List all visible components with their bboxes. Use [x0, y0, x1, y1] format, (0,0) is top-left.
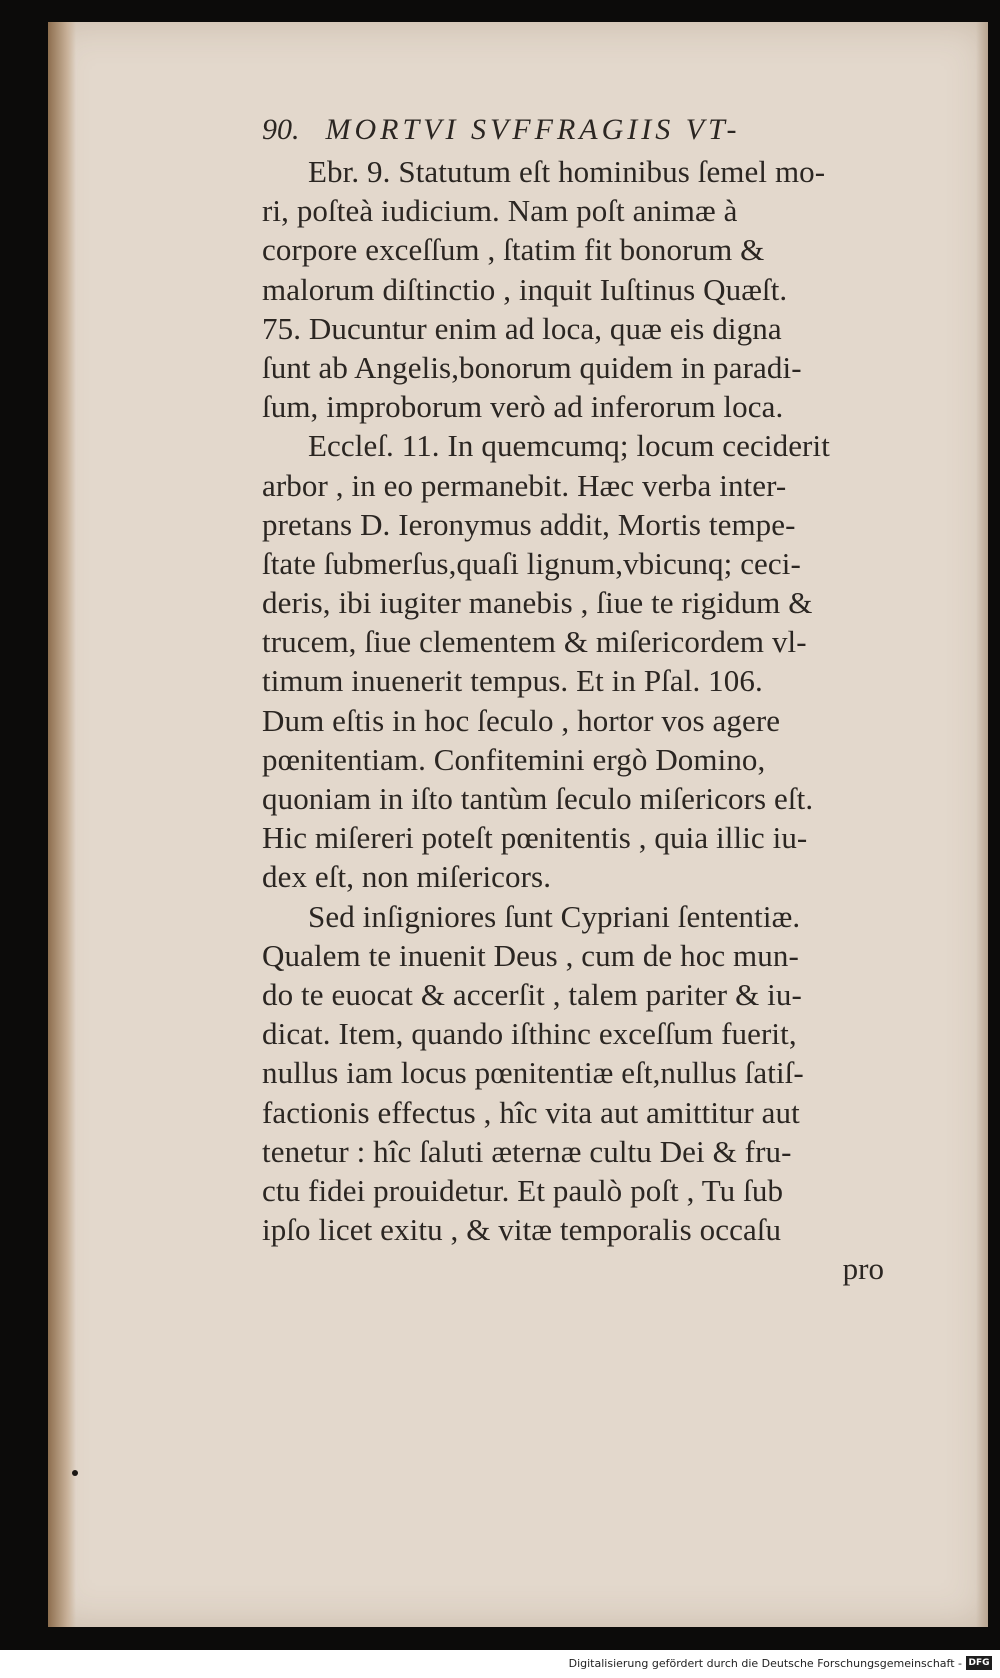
text-lines	[262, 152, 962, 1249]
text-line: dicat. Item, quando iſthinc exceſſum fuerit,	[262, 1016, 797, 1052]
text-line: Eccleſ. 11. In quemcumq; locum ceciderit	[308, 428, 830, 464]
text-line: factionis effectus , hîc vita aut amittitur aut	[262, 1094, 800, 1130]
ink-dot	[72, 1470, 78, 1476]
footer-bar	[0, 1650, 1000, 1678]
text-line: dex eſt, non miſericors.	[262, 859, 552, 895]
text-line: trucem, ſiue clementem & miſericordem vl-	[262, 624, 807, 660]
dfg-logo: DFG	[966, 1656, 992, 1670]
running-head-title: MORTVI SVFFRAGIIS VT-	[325, 113, 741, 146]
text-line: do te euocat & accerſit , talem pariter & iu-	[262, 976, 802, 1012]
page-text-block	[262, 110, 962, 1288]
text-line: Hic miſereri poteſt pœnitentis , quia illic iu-	[262, 820, 808, 856]
text-line: pœnitentiam. Confitemini ergò Domino,	[262, 741, 766, 777]
text-line: pretans D. Ieronymus addit, Mortis tempe-	[262, 506, 796, 542]
text-line: ri, poſteà iudicium. Nam poſt animæ à	[262, 193, 738, 229]
text-line: ctu fidei prouidetur. Et paulò poſt , Tu ſub	[262, 1172, 784, 1208]
text-line: malorum diſtinctio , inquit Iuſtinus Quæſt.	[262, 271, 788, 307]
catchword: pro	[842, 1251, 884, 1287]
text-line: 75. Ducuntur enim ad loca, quæ eis digna	[262, 310, 782, 346]
text-line: corpore exceſſum , ſtatim fit bonorum &	[262, 232, 765, 268]
page-spine-shadow	[48, 22, 76, 1627]
text-line: tenetur : hîc ſaluti æternæ cultu Dei & fru-	[262, 1133, 792, 1169]
text-line: Dum eſtis in hoc ſeculo , hortor vos agere	[262, 702, 781, 738]
page-number: 90.	[262, 113, 300, 146]
text-line: Sed inſigniores ſunt Cypriani ſententiæ.	[308, 898, 801, 934]
text-line: deris, ibi iugiter manebis , ſiue te rigidum &	[262, 585, 813, 621]
text-line: ipſo licet exitu , & vitæ temporalis occaſu	[262, 1212, 782, 1248]
text-line: ſunt ab Angelis,bonorum quidem in paradi-	[262, 349, 802, 385]
running-head	[262, 110, 962, 150]
text-line: quoniam in iſto tantùm ſeculo miſericors eſt.	[262, 781, 814, 816]
text-line: nullus iam locus pœnitentiæ eſt,nullus ſatiſ-	[262, 1055, 804, 1091]
text-line: Qualem te inuenit Deus , cum de hoc mun-	[262, 937, 799, 973]
footer-credit: Digitalisierung gefördert durch die Deutsche Forschungsgemeinschaft -	[568, 1657, 962, 1670]
text-line: ſtate ſubmerſus,quaſi lignum,vbicunq; ceci-	[262, 545, 801, 581]
page-edge-shadow	[976, 22, 988, 1627]
text-line: arbor , in eo permanebit. Hæc verba inter-	[262, 467, 787, 503]
text-line: Ebr. 9. Statutum eſt hominibus ſemel mo-	[308, 154, 826, 189]
text-line: ſum, improborum verò ad inferorum loca.	[262, 389, 784, 425]
text-line: timum inuenerit tempus. Et in Pſal. 106.	[262, 663, 763, 699]
